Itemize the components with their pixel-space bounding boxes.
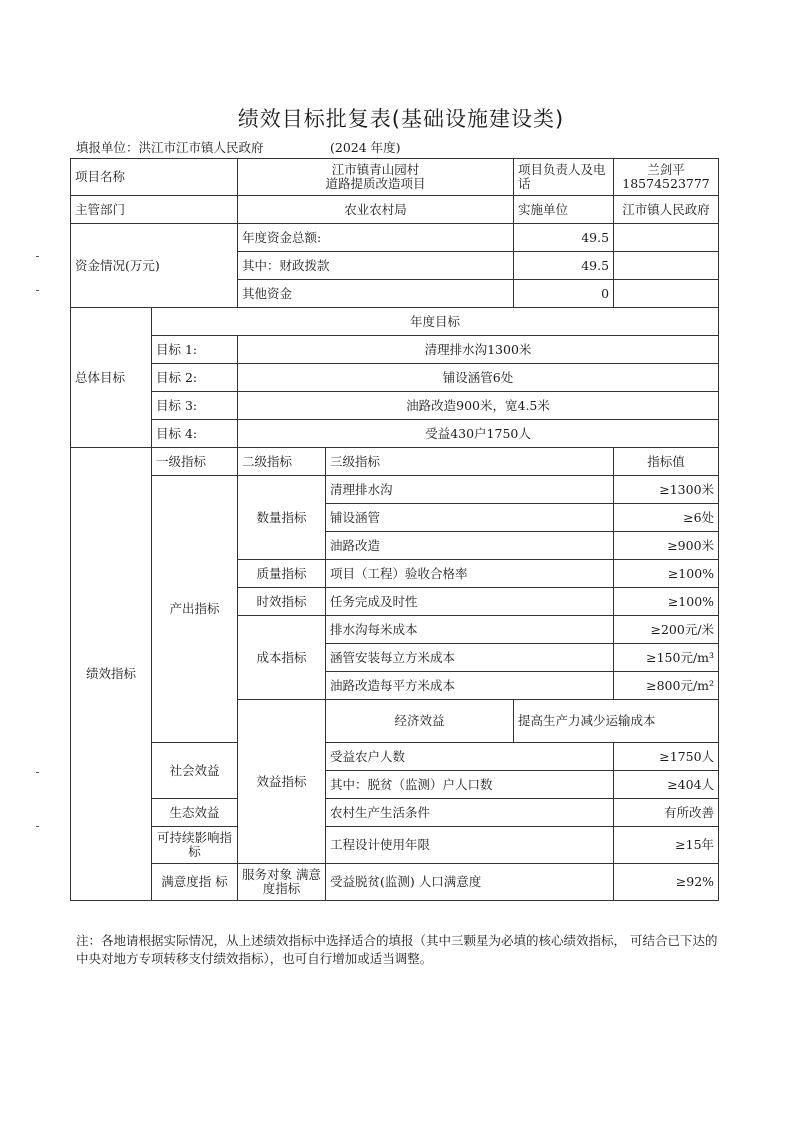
indicator-value: ≥800元/m²	[614, 672, 719, 700]
project-owner-phone: 18574523777	[622, 176, 710, 191]
goals-header-row	[71, 308, 719, 336]
indicator-name: 提高生产力减少运输成本	[514, 700, 719, 743]
funds-total-value: 49.5	[514, 224, 614, 252]
goal-label: 目标 4:	[152, 420, 238, 448]
table-row	[71, 827, 719, 864]
indicator-value: ≥100%	[614, 588, 719, 616]
dept-label: 主管部门	[71, 196, 238, 224]
funds-other-value: 0	[514, 280, 614, 308]
goal-value: 铺设涵管6处	[238, 364, 719, 392]
value-header: 指标值	[614, 448, 719, 476]
level3-header: 三级指标	[326, 448, 614, 476]
goal-label: 目标 3:	[152, 392, 238, 420]
indicator-name: 工程设计使用年限	[326, 827, 614, 864]
funds-fiscal-label: 其中：财政拨款	[238, 252, 514, 280]
project-owner-name: 兰剑平	[647, 162, 685, 177]
output-indicator: 产出指标	[152, 476, 238, 743]
table-row	[71, 743, 719, 771]
sustain-indicator: 可持续影响指标	[152, 827, 238, 864]
goals-label: 总体目标	[71, 308, 152, 448]
indicator-value: ≥100%	[614, 560, 719, 588]
goals-header: 年度目标	[152, 308, 719, 336]
goal-label: 目标 1:	[152, 336, 238, 364]
indicator-value: ≥404人	[614, 771, 719, 799]
funds-fiscal-value: 49.5	[514, 252, 614, 280]
benefit-indicator: 效益指标	[238, 700, 326, 864]
level1-header: 一级指标	[152, 448, 238, 476]
funds-total-label: 年度资金总额:	[238, 224, 514, 252]
impl-value: 江市镇人民政府	[614, 196, 719, 224]
scan-mark	[36, 826, 39, 827]
indicator-name: 油路改造	[326, 532, 614, 560]
fill-unit: 填报单位：洪江市江市镇人民政府	[76, 140, 264, 155]
econ-indicator: 经济效益	[326, 700, 514, 743]
indicator-name: 涵管安装每立方米成本	[326, 644, 614, 672]
satisfaction-indicator: 满意度指 标	[152, 864, 238, 901]
funds-other-label: 其他资金	[238, 280, 514, 308]
table-row	[71, 799, 719, 827]
goal-row	[71, 336, 719, 364]
impl-label: 实施单位	[514, 196, 614, 224]
funds-total-row	[71, 224, 719, 252]
dept-value: 农业农村局	[238, 196, 514, 224]
project-name-label: 项目名称	[71, 159, 238, 196]
indicator-value: ≥150元/m³	[614, 644, 719, 672]
project-name-value	[238, 159, 514, 196]
project-name-line2: 道路提质改造项目	[325, 176, 426, 191]
performance-table	[70, 158, 719, 901]
eco-indicator: 生态效益	[152, 799, 238, 827]
indicator-name: 清理排水沟	[326, 476, 614, 504]
goal-value: 清理排水沟1300米	[238, 336, 719, 364]
indicator-value: ≥1300米	[614, 476, 719, 504]
goal-row	[71, 364, 719, 392]
quality-indicator: 质量指标	[238, 560, 326, 588]
indicators-label: 绩效指标	[71, 448, 152, 901]
scan-mark	[36, 290, 39, 291]
indicator-name: 项目（工程）验收合格率	[326, 560, 614, 588]
indicator-name: 铺设涵管	[326, 504, 614, 532]
level2-header: 二级指标	[238, 448, 326, 476]
quantity-indicator: 数量指标	[238, 476, 326, 560]
funds-label: 资金情况(万元)	[71, 224, 238, 308]
scan-mark	[36, 772, 39, 773]
page-title: 绩效目标批复表(基础设施建设类)	[237, 107, 565, 131]
indicators-header-row	[71, 448, 719, 476]
indicator-name: 排水沟每米成本	[326, 616, 614, 644]
indicator-value: 有所改善	[614, 799, 719, 827]
project-row	[71, 159, 719, 196]
social-indicator: 社会效益	[152, 743, 238, 799]
indicator-name: 受益农户人数	[326, 743, 614, 771]
scan-mark	[36, 256, 39, 257]
dept-row	[71, 196, 719, 224]
timely-indicator: 时效指标	[238, 588, 326, 616]
indicator-value: ≥15年	[614, 827, 719, 864]
report-year: (2024 年度)	[330, 140, 401, 155]
indicator-name: 农村生产生活条件	[326, 799, 614, 827]
goal-label: 目标 2:	[152, 364, 238, 392]
footnote: 注：各地请根据实际情况，从上述绩效指标中选择适合的填报（其中三颗星为必填的核心绩效指标， 可结合已下达的中央对地方专项转移支付绩效指标），也可自行增加或适当调整。	[76, 933, 718, 966]
indicator-name: 油路改造每平方米成本	[326, 672, 614, 700]
goal-row	[71, 392, 719, 420]
satisfaction-sub-indicator: 服务对象 满意度指标	[238, 864, 326, 901]
indicator-name: 受益脱贫(监测) 人口满意度	[326, 864, 614, 901]
project-owner-value	[614, 159, 719, 196]
cost-indicator: 成本指标	[238, 616, 326, 700]
project-owner-label: 项目负责人及电话	[514, 159, 614, 196]
indicator-value: ≥6处	[614, 504, 719, 532]
table-row	[71, 476, 719, 504]
indicator-name: 任务完成及时性	[326, 588, 614, 616]
indicator-name: 其中：脱贫（监测）户人口数	[326, 771, 614, 799]
indicator-value: ≥200元/米	[614, 616, 719, 644]
indicator-value: ≥900米	[614, 532, 719, 560]
project-name-line1: 江市镇青山园村	[331, 162, 420, 177]
goal-row	[71, 420, 719, 448]
table-row	[71, 864, 719, 901]
goal-value: 受益430户1750人	[238, 420, 719, 448]
indicator-value: ≥1750人	[614, 743, 719, 771]
indicator-value: ≥92%	[614, 864, 719, 901]
goal-value: 油路改造900米，宽4.5米	[238, 392, 719, 420]
